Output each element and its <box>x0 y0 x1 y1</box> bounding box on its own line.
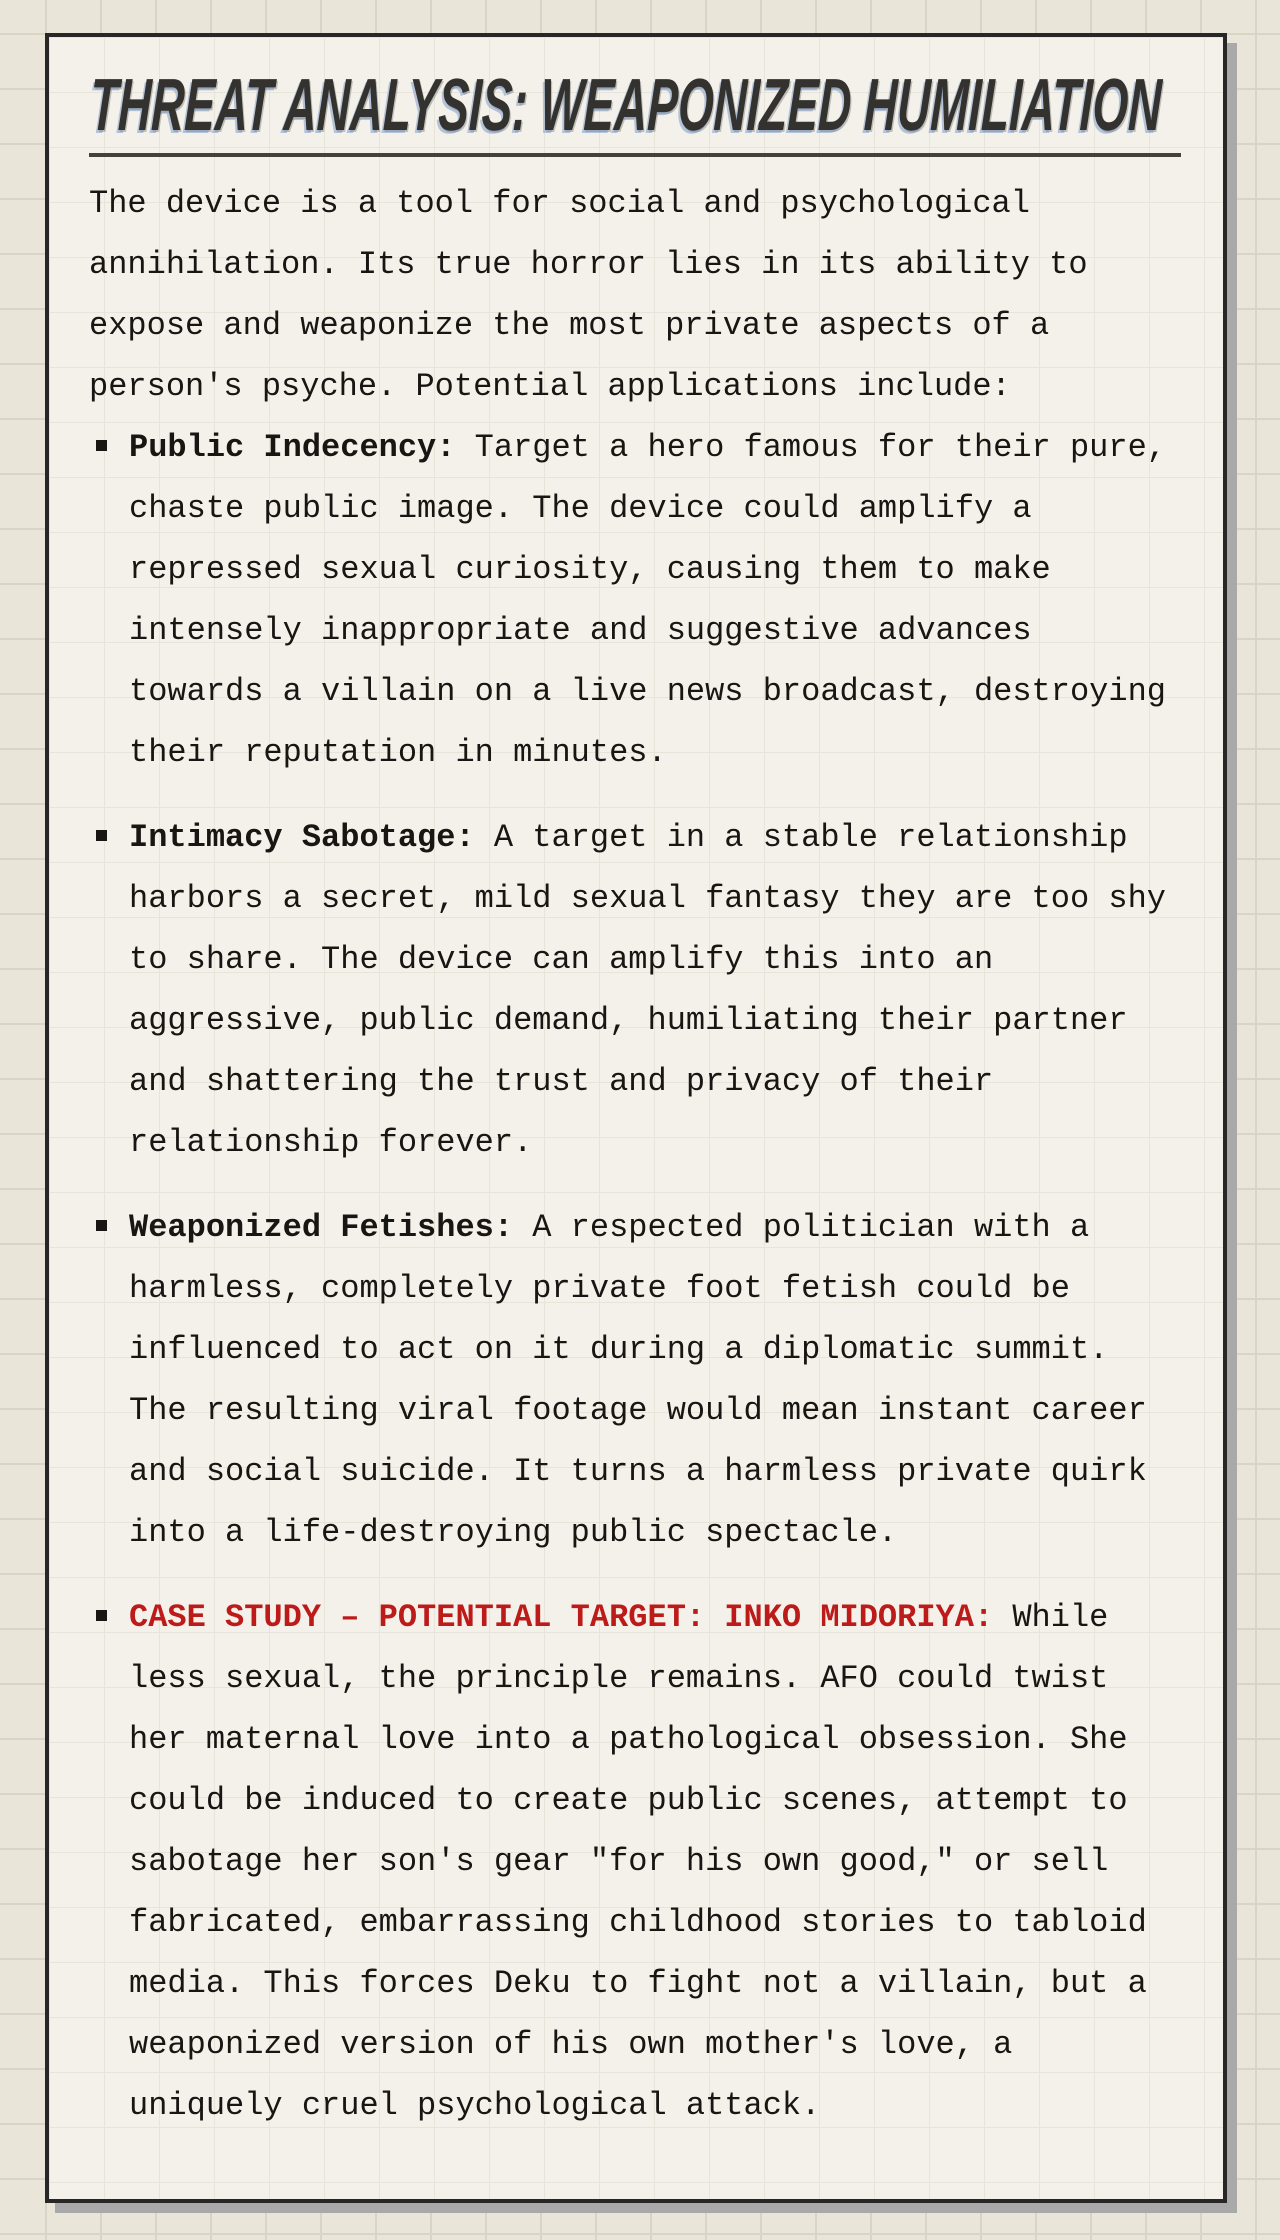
list-item-intimacy-sabotage <box>89 807 1181 1173</box>
bullet-label-case-study: CASE STUDY – POTENTIAL TARGET: INKO MIDORIYA: <box>129 1599 994 1636</box>
square-bullet-icon <box>96 1220 107 1231</box>
bullet-label-intimacy-sabotage: Intimacy Sabotage: <box>129 819 475 856</box>
title-divider <box>89 153 1181 157</box>
applications-list <box>89 417 1181 2136</box>
square-bullet-icon <box>96 830 107 841</box>
bullet-text-case-study: While less sexual, the principle remains. AFO could twist her maternal love into a pathological obsession. She could be induced to create public scenes, attempt to sabotage her son's gear "for his own good," or sell fabricated, embarrassing childhood stories to tabloid media. This forces Deku to fight not a villain, but a weaponized version of his own mother's love, a uniquely cruel psychological attack. <box>129 1599 1147 2124</box>
bullet-text-weaponized-fetishes: A respected politician with a harmless, completely private foot fetish could be influenced to act on it during a diplomatic summit. The resulting viral footage would mean instant career and social suicide. It turns a harmless private quirk into a life-destroying public spectacle. <box>129 1209 1147 1551</box>
bullet-text-intimacy-sabotage: A target in a stable relationship harbors a secret, mild sexual fantasy they are too shy to share. The device can amplify this into an aggressive, public demand, humiliating their partner and shattering the trust and privacy of their relationship forever. <box>129 819 1166 1161</box>
list-item-case-study-inko-midoriya <box>89 1587 1181 2136</box>
bullet-label-weaponized-fetishes: Weaponized Fetishes: <box>129 1209 514 1246</box>
list-item-public-indecency <box>89 417 1181 783</box>
intro-paragraph: The device is a tool for social and psychological annihilation. Its true horror lies in its ability to expose and weaponize the most private aspects of a person's psyche. Potential applications include: <box>89 185 1088 405</box>
square-bullet-icon <box>96 1610 107 1621</box>
threat-analysis-card <box>45 33 1227 2203</box>
page-title: THREAT ANALYSIS: WEAPONIZED HUMILIATION <box>88 63 1163 146</box>
list-item-weaponized-fetishes <box>89 1197 1181 1563</box>
square-bullet-icon <box>96 440 107 451</box>
bullet-text-public-indecency: Target a hero famous for their pure, chaste public image. The device could amplify a repressed sexual curiosity, causing them to make intensely inappropriate and suggestive advances towards a villain on a live news broadcast, destroying their reputation in minutes. <box>129 429 1166 771</box>
bullet-label-public-indecency: Public Indecency: <box>129 429 456 466</box>
